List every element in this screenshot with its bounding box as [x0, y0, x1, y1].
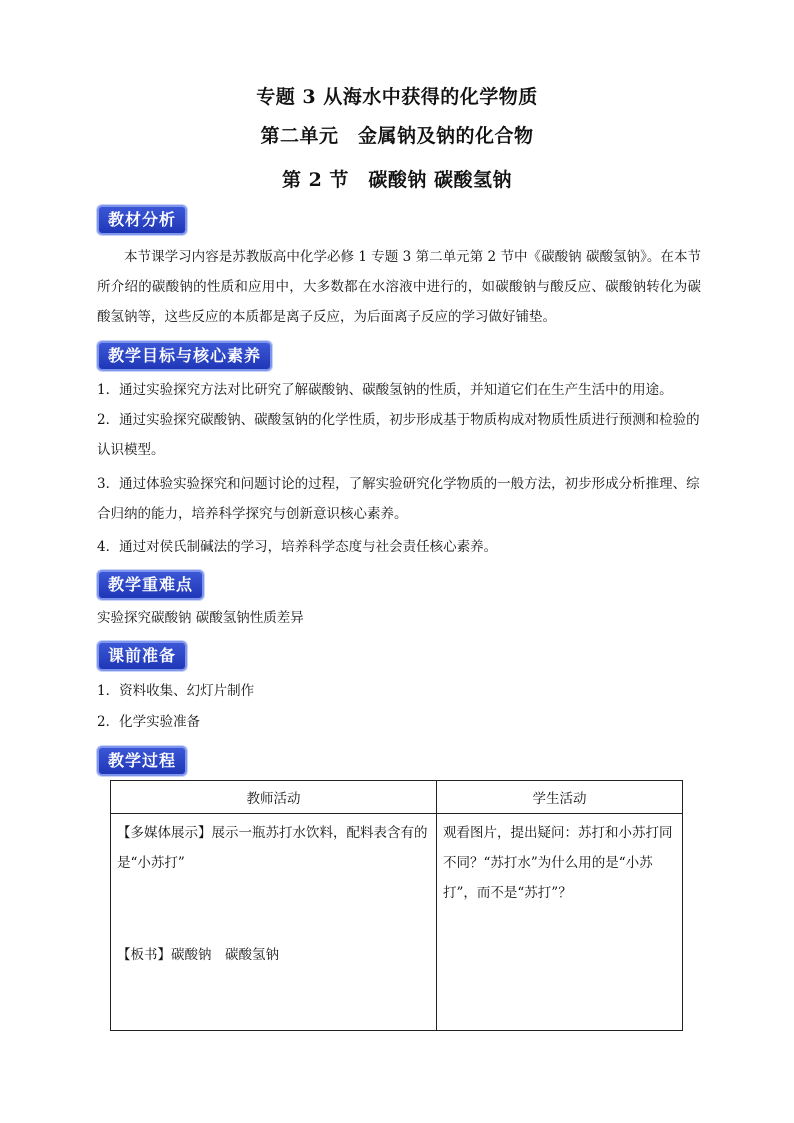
goal-item-4: 4．通过对侯氏制碱法的学习，培养科学态度与社会责任核心素养。: [97, 539, 498, 555]
cell-spacer: [117, 878, 430, 936]
preparation-heading: 课前准备: [97, 641, 187, 671]
table-header-row: [111, 781, 683, 814]
teacher-activity-cell: [111, 814, 437, 1031]
section-title: 第 2 节 碳酸钠 碳酸氢钠: [281, 169, 513, 191]
table-row: [111, 814, 683, 1031]
key-points-heading: 教学重难点: [97, 570, 204, 600]
student-activity-header: 学生活动: [437, 781, 683, 814]
goal-item-3: 3．通过体验实验探究和问题讨论的过程，了解实验研究化学物质的一般方法，初步形成分析推理、综合归纳的能力，培养科学探究与创新意识核心素养。: [97, 476, 700, 522]
analysis-paragraph: 本节课学习内容是苏教版高中化学必修 1 专题 3 第二单元第 2 节中《碳酸钠 碳酸氢钠》。在本节所介绍的碳酸钠的性质和应用中，大多数都在水溶液中进行的，如碳酸钠与酸反应、碳酸钠转化为碳酸氢钠等，这些反应的本质都是离子反应，为后面离子反应的学习做好铺垫。: [97, 249, 701, 325]
process-heading: 教学过程: [97, 746, 187, 776]
process-table: [110, 780, 683, 1031]
unit-title: 第二单元 金属钠及钠的化合物: [260, 125, 534, 147]
student-activity-text: 观看图片，提出疑问：苏打和小苏打同不同？“苏打水”为什么用的是“小苏打”，而不是“苏打”？: [443, 825, 673, 901]
key-points-text: 实验探究碳酸钠 碳酸氢钠性质差异: [97, 610, 304, 626]
preparation-item-1: 1．资料收集、幻灯片制作: [97, 683, 255, 699]
preparation-item-2: 2．化学实验准备: [97, 714, 201, 730]
goal-item-1: 1．通过实验探究方法对比研究了解碳酸钠、碳酸氢钠的性质，并知道它们在生产生活中的用途。: [97, 382, 673, 398]
analysis-text: [97, 242, 701, 332]
student-activity-cell: [437, 814, 683, 1031]
teacher-activity-board: 【板书】碳酸钠 碳酸氢钠: [117, 947, 279, 963]
teacher-activity-multimedia: 【多媒体展示】展示一瓶苏打水饮料，配料表含有的是“小苏打”: [117, 825, 428, 871]
topic-title: 专题 3 从海水中获得的化学物质: [256, 86, 538, 108]
goals-heading: 教学目标与核心素养: [97, 341, 272, 371]
teacher-activity-header: 教师活动: [111, 781, 437, 814]
goal-item-2: 2．通过实验探究碳酸钠、碳酸氢钠的化学性质，初步形成基于物质构成对物质性质进行预测和检验的认识模型。: [97, 412, 700, 458]
analysis-heading: 教材分析: [97, 205, 187, 235]
